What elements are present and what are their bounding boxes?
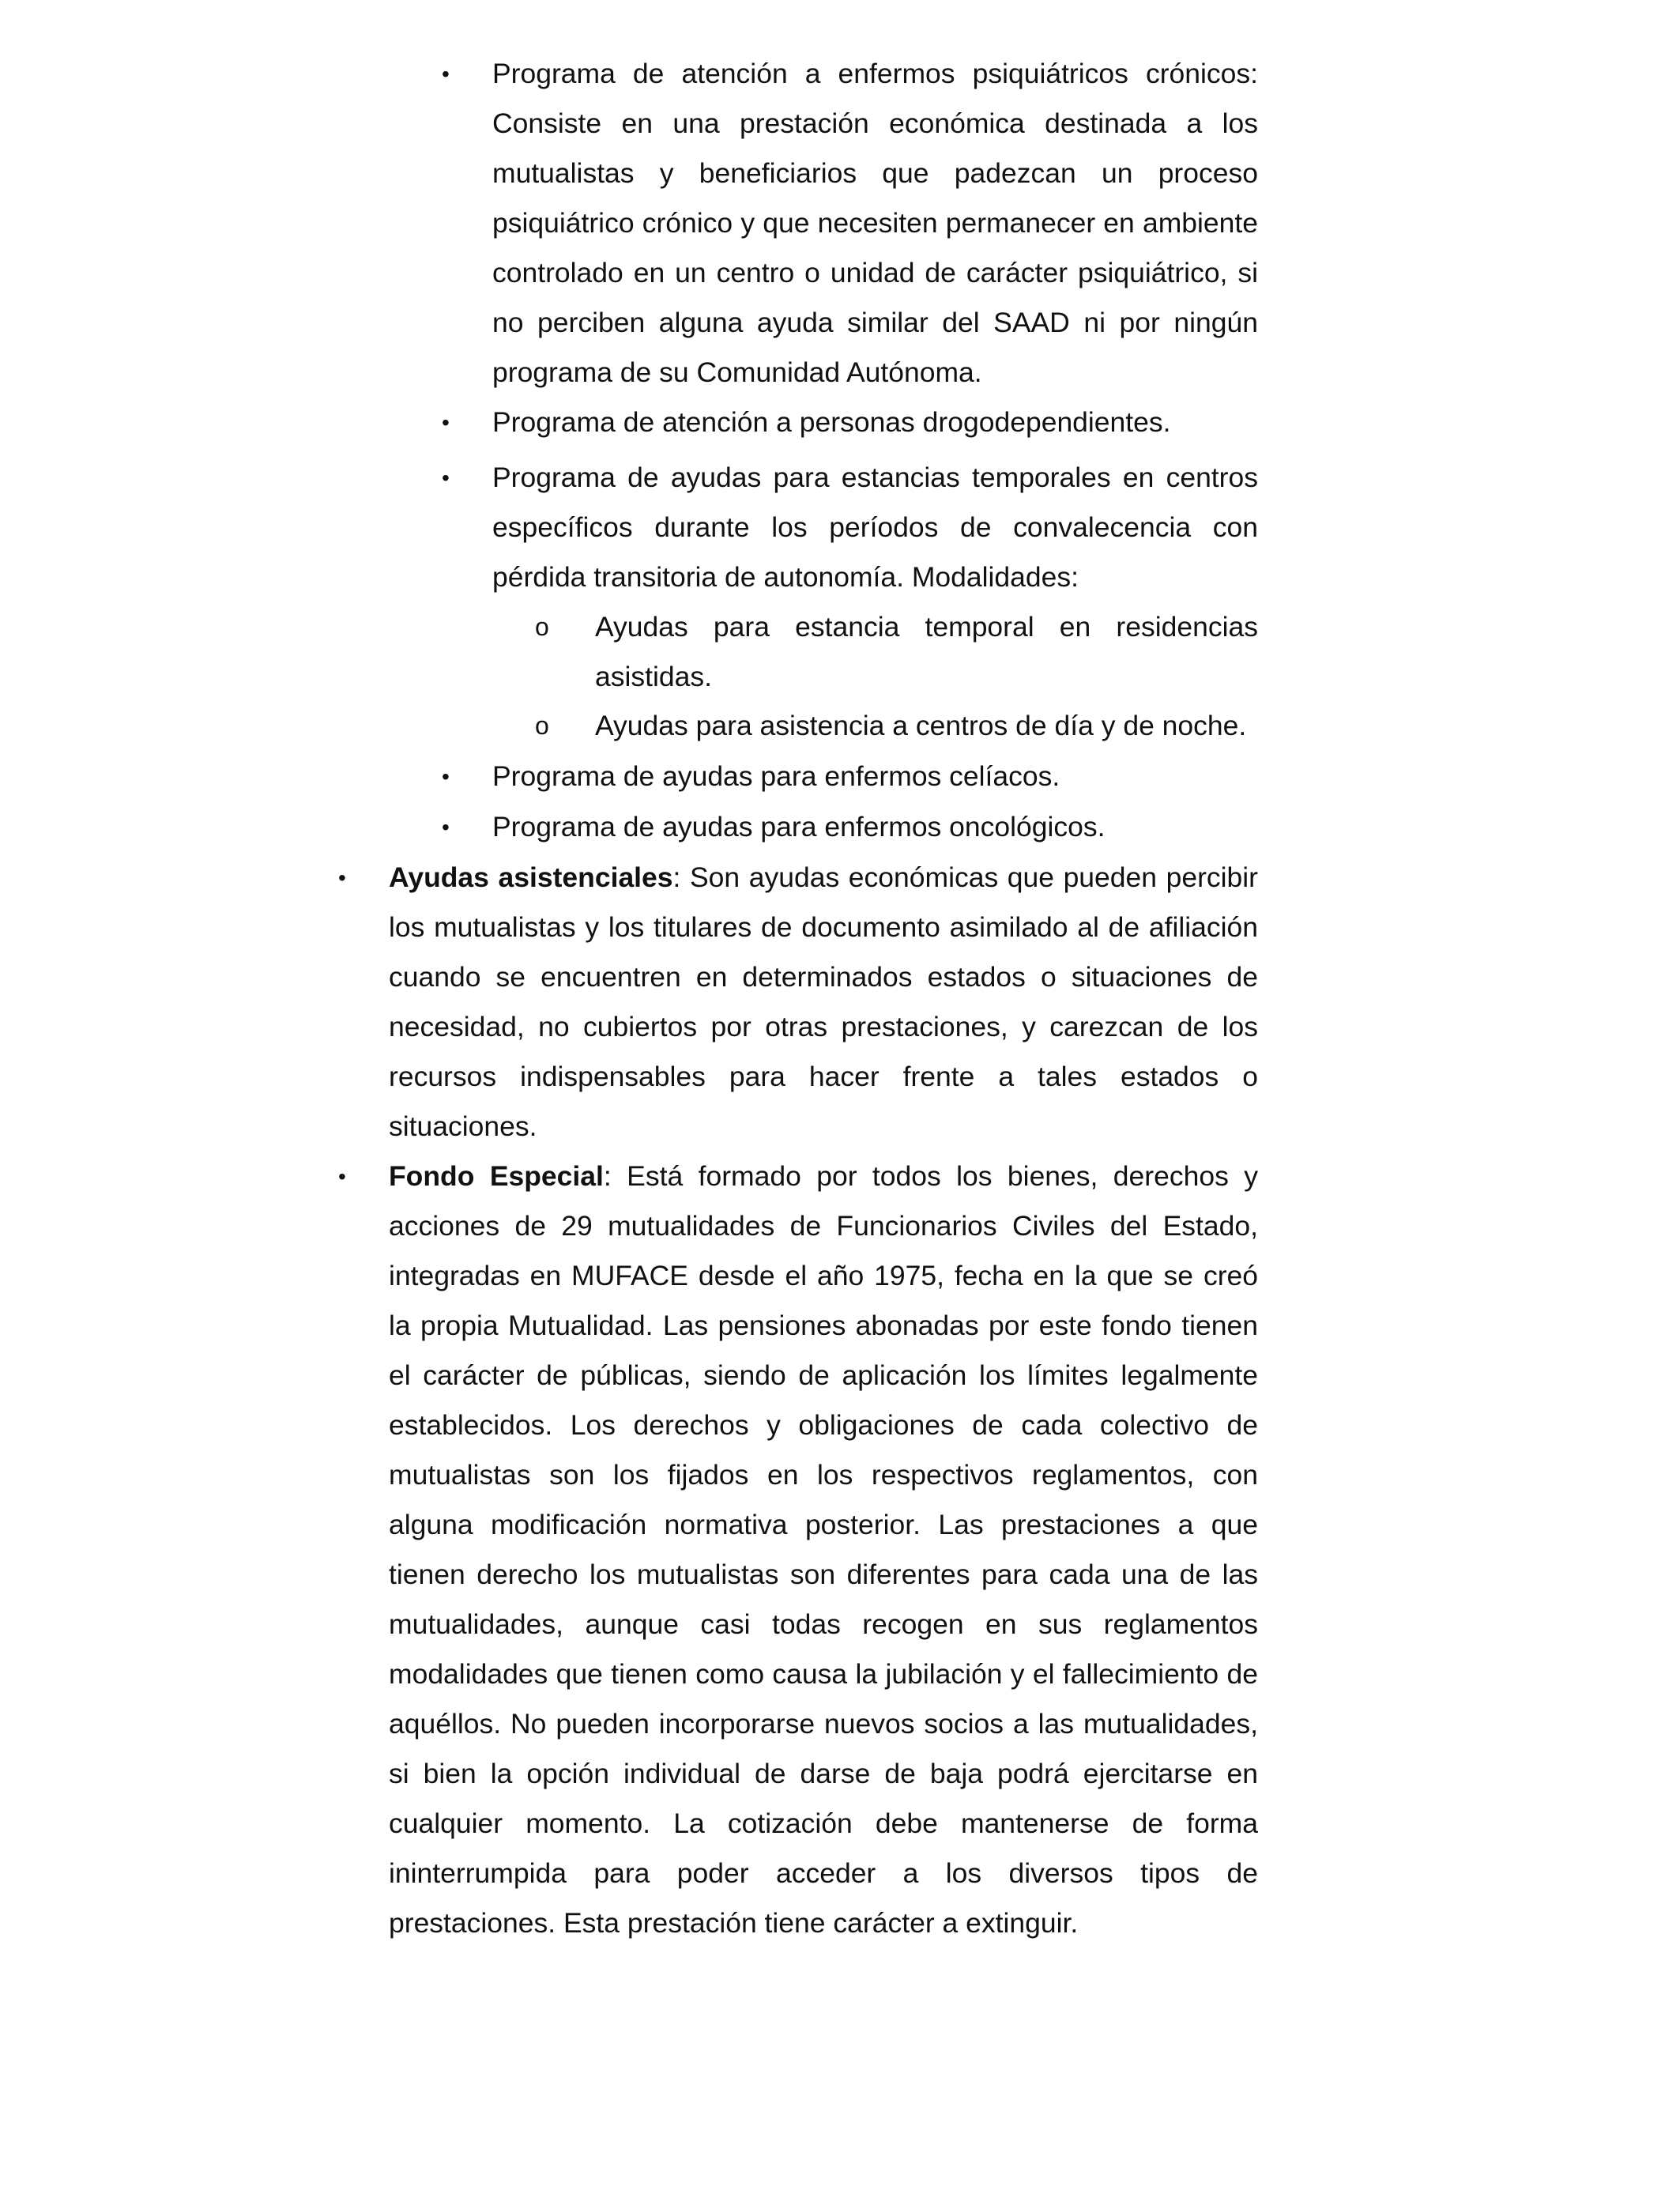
list-item-text: Programa de ayudas para enfermos oncológicos.	[492, 811, 1106, 843]
list-item-ayudas-asistenciales	[338, 853, 1258, 1152]
list-item-oncologicos	[442, 802, 1258, 852]
circle-marker: o	[535, 613, 549, 641]
bullet-marker: •	[442, 815, 450, 839]
list-item-text: Ayudas para estancia temporal en residencias asistidas.	[595, 611, 1258, 692]
bullet-marker: •	[338, 865, 346, 890]
list-item-text: Programa de atención a enfermos psiquiátricos crónicos: Consiste en una prestación económica destinada a los mutualistas y beneficiarios que padezcan un proceso psiquiátrico crónico y que necesiten permanecer en ambiente controlado en un centro o unidad de carácter psiquiátrico, si no perciben alguna ayuda similar del SAAD ni por ningún programa de su Comunidad Autónoma.	[492, 58, 1258, 388]
list-item-text: Programa de ayudas para enfermos celíacos.	[492, 760, 1060, 792]
sub-list-item-centros-dia	[535, 701, 1258, 751]
term-heading: Fondo Especial	[389, 1160, 604, 1192]
list-item-text: : Son ayudas económicas que pueden percibir los mutualistas y los titulares de documento asimilado al de afiliación cuando se encuentren en determinados estados o situaciones de necesidad, no cubiertos por otras prestaciones, y carezcan de los recursos indispensables para hacer frente a tales estados o situaciones.	[389, 861, 1258, 1142]
list-item-fondo-especial	[338, 1152, 1258, 1948]
bullet-marker: •	[442, 410, 450, 435]
bullet-marker: •	[442, 466, 450, 490]
list-item-psiquiatricos	[442, 49, 1258, 398]
list-item-text: : Está formado por todos los bienes, derechos y acciones de 29 mutualidades de Funcionarios Civiles del Estado, integradas en MUFACE desde el año 1975, fecha en la que se creó la propia Mutualidad. Las pensiones abonadas por este fondo tienen el carácter de públicas, siendo de aplicación los límites legalmente establecidos. Los derechos y obligaciones de cada colectivo de mutualistas son los fijados en los respectivos reglamentos, con alguna modificación normativa posterior. Las prestaciones a que tienen derecho los mutualistas son diferentes para cada una de las mutualidades, aunque casi todas recogen en sus reglamentos modalidades que tienen como causa la jubilación y el fallecimiento de aquéllos. No pueden incorporarse nuevos socios a las mutualidades, si bien la opción individual de darse de baja podrá ejercitarse en cualquier momento. La cotización debe mantenerse de forma ininterrumpida para poder acceder a los diversos tipos de prestaciones. Esta prestación tiene carácter a extinguir.	[389, 1160, 1258, 1939]
sub-list-item-residencias	[535, 602, 1258, 702]
list-item-drogodependientes	[442, 398, 1258, 447]
list-item-text: Programa de ayudas para estancias temporales en centros específicos durante los períodos de convalecencia con pérdida transitoria de autonomía. Modalidades:	[492, 462, 1258, 593]
term-heading: Ayudas asistenciales	[389, 861, 673, 893]
list-item-celiacos	[442, 752, 1258, 801]
circle-marker: o	[535, 711, 549, 740]
list-item-estancias-temporales	[442, 453, 1258, 602]
bullet-marker: •	[442, 764, 450, 789]
bullet-marker: •	[338, 1164, 346, 1189]
list-item-text: Ayudas para asistencia a centros de día y de noche.	[595, 710, 1247, 741]
list-item-text: Programa de atención a personas drogodependientes.	[492, 406, 1171, 438]
bullet-marker: •	[442, 62, 450, 86]
